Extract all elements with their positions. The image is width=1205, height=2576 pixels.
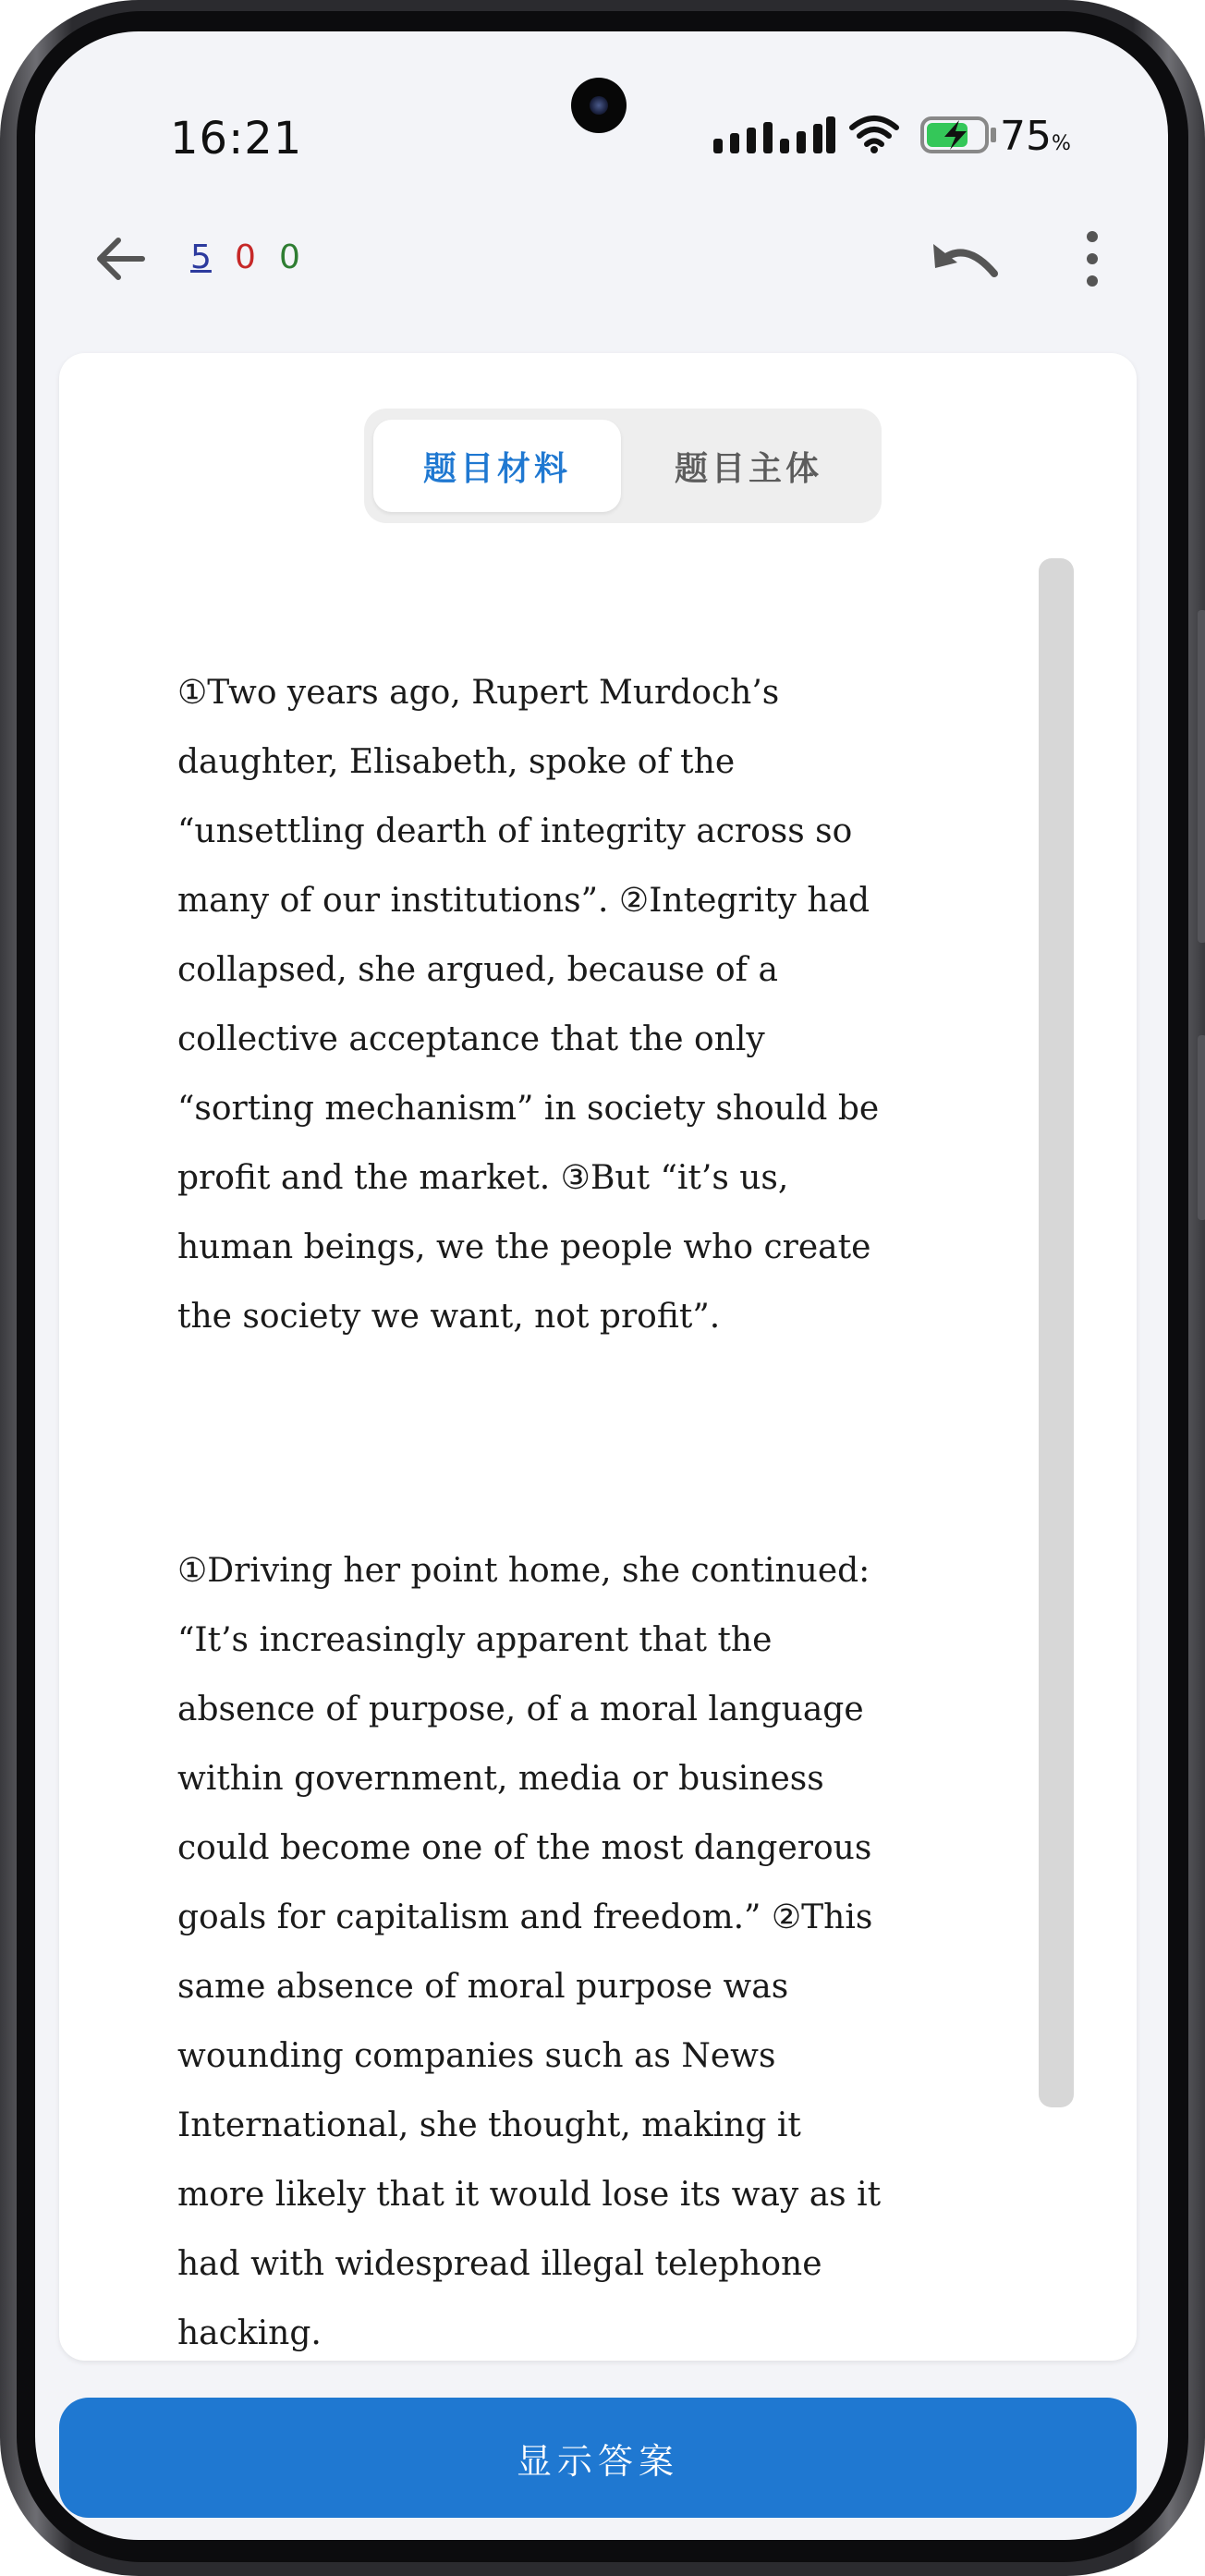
tab-bar (364, 409, 882, 523)
power-button (1198, 1035, 1205, 1220)
volume-button (1198, 610, 1205, 943)
wifi-icon (848, 115, 900, 153)
scrollbar[interactable] (1039, 558, 1074, 2107)
status-time: 16:21 (170, 113, 303, 165)
undo-icon[interactable] (931, 237, 1000, 287)
back-arrow-icon[interactable] (92, 231, 148, 287)
more-vertical-icon[interactable] (1083, 229, 1102, 288)
battery-charging-icon (920, 115, 998, 155)
counter-correct: 5 (190, 238, 212, 276)
battery-percent: 75% (1000, 113, 1071, 160)
passage-paragraph: ①Driving her point home, she continued: “It’s increasingly apparent that the absence of purpose, of a moral language within government, media or business could become one of the most dangerous goals for capitalism and freedom.” ②This same absence of moral purpose was wounding companies such as News International, she thought, making it more likely that it would lose its way as it had with widespread illegal telephone hacking. (177, 1552, 882, 2352)
tab-material[interactable]: 题目材料 (373, 420, 621, 512)
camera-icon (571, 78, 627, 133)
screen (35, 31, 1168, 2540)
show-answer-button[interactable]: 显示答案 (59, 2398, 1137, 2518)
passage-paragraph: ①Two years ago, Rupert Murdoch’s daughter, Elisabeth, spoke of the “unsettling dearth of integrity across so many of our institutions”. ②Integrity had collapsed, she argued, because of a collective acceptance that the only “sorting mechanism” in society should be profit and the market. ③But “it’s us, human beings, we the people who create the society we want, not profit”. (177, 674, 880, 1336)
counter-skipped: 0 (279, 238, 300, 276)
signal-icon (713, 116, 835, 153)
passage-content (177, 658, 889, 2368)
counter-wrong: 0 (235, 238, 256, 276)
tab-question-body[interactable]: 题目主体 (674, 449, 822, 488)
question-card (59, 353, 1137, 2361)
